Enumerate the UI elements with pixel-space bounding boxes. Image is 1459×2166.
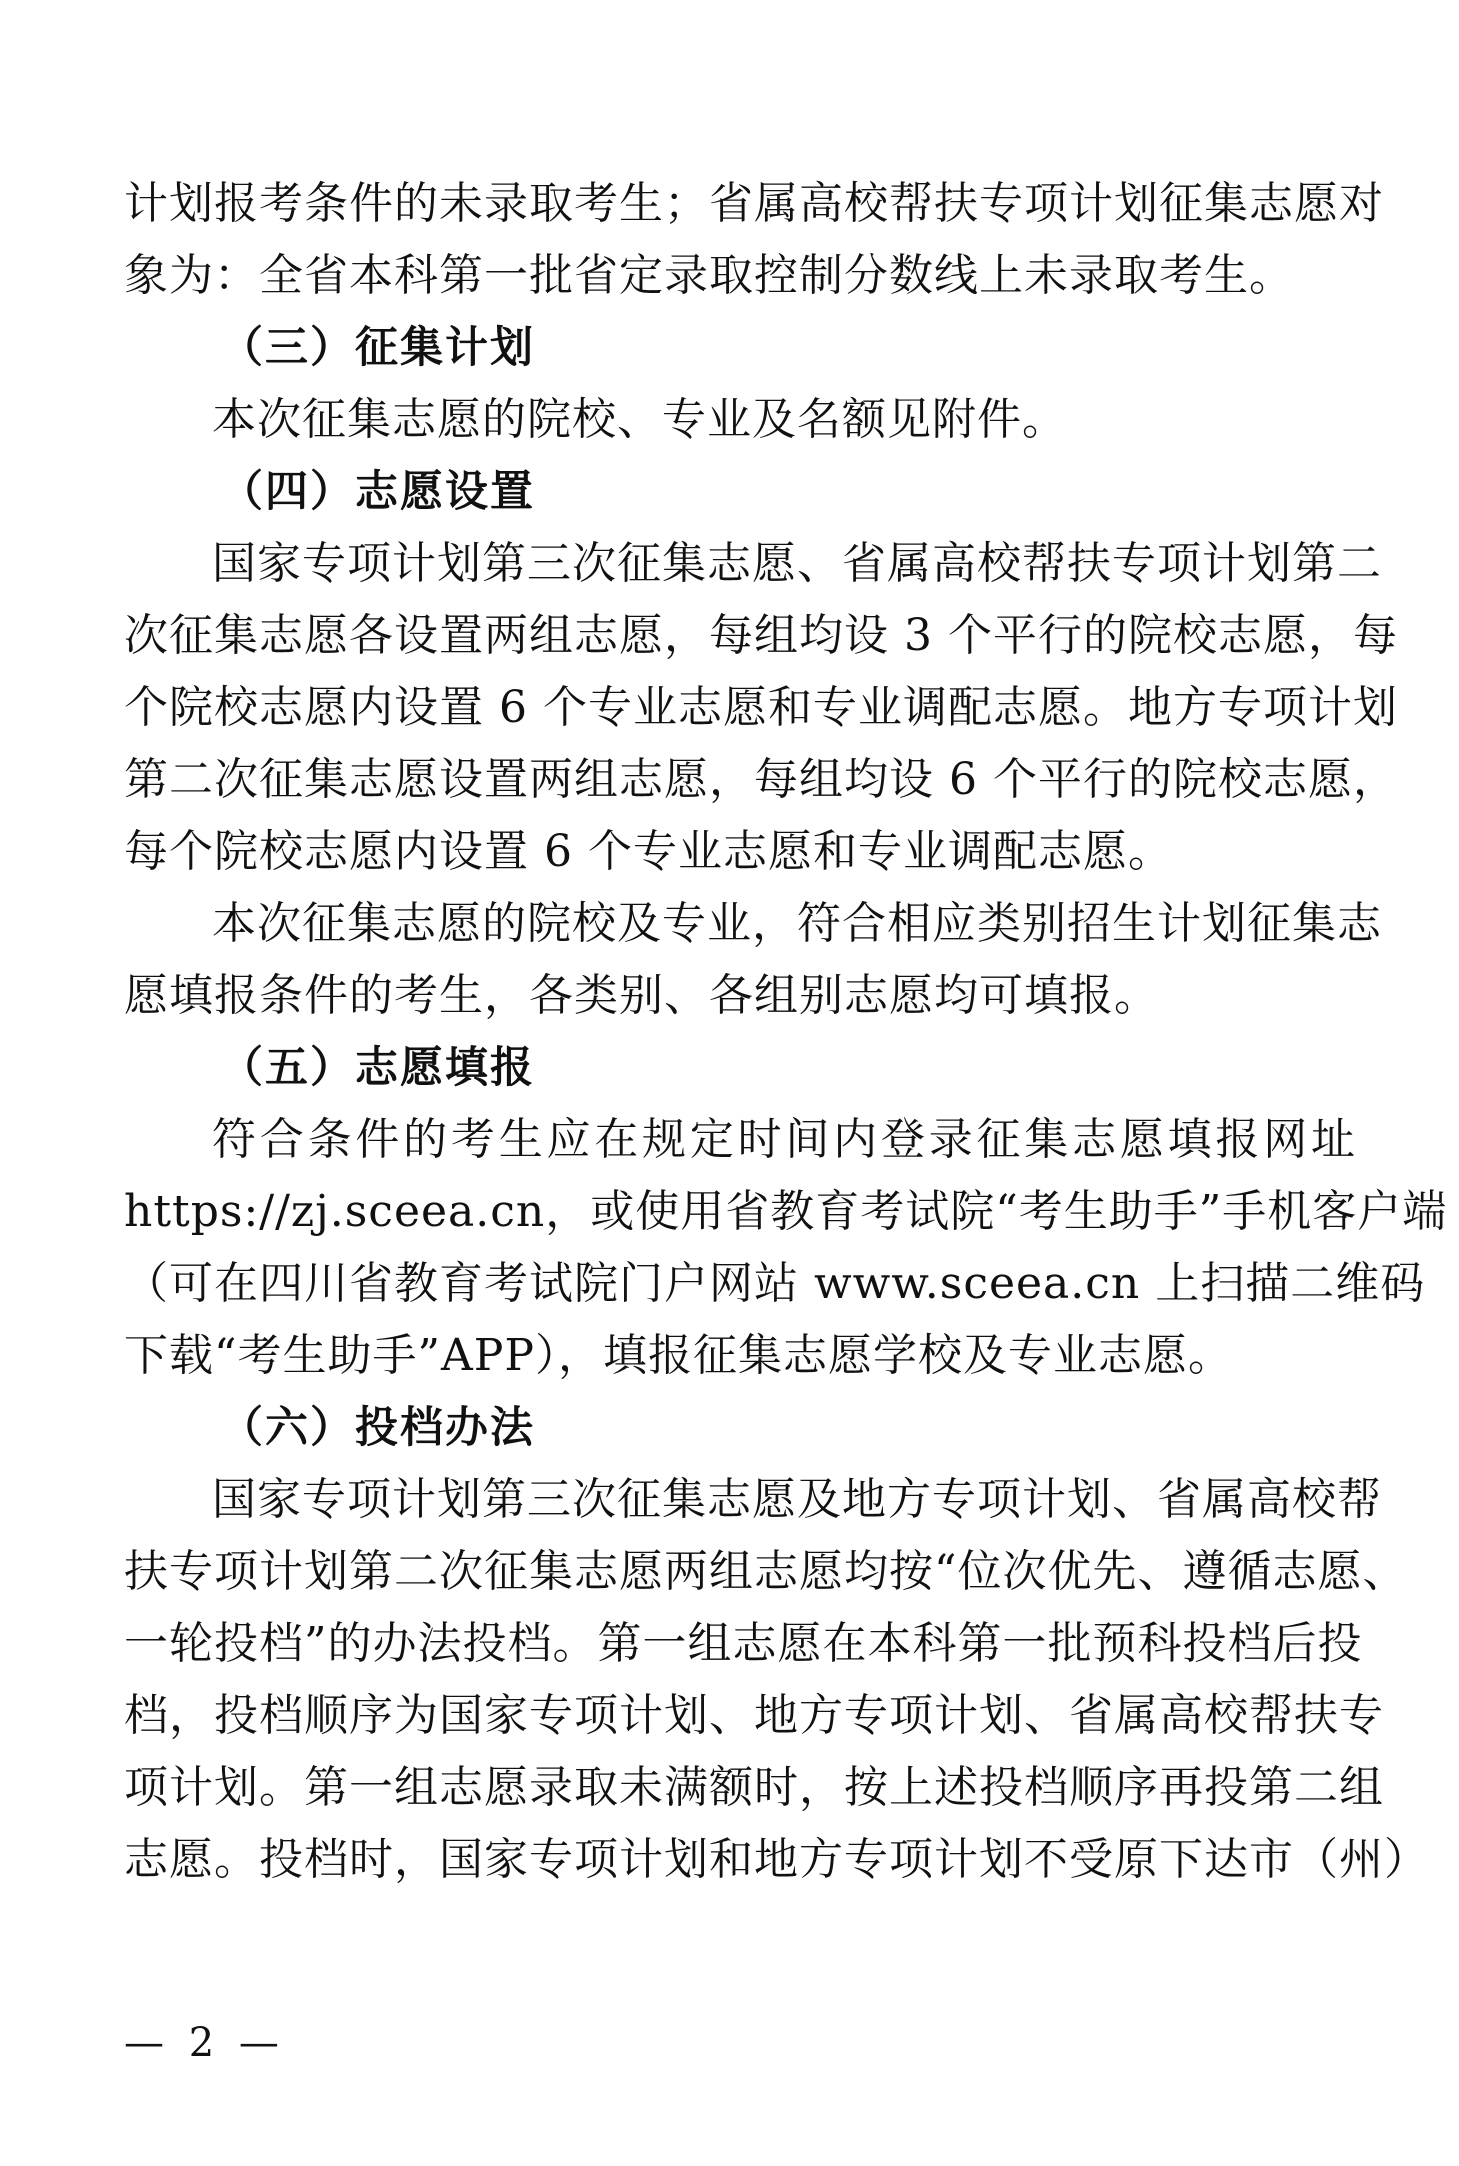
paragraph-line: 第二次征集志愿设置两组志愿，每组均设 6 个平行的院校志愿， xyxy=(124,754,1398,805)
paragraph-line: 每个院校志愿内设置 6 个专业志愿和专业调配志愿。 xyxy=(124,826,1173,877)
section-heading: （四）志愿设置 xyxy=(220,467,535,517)
paragraph-line: 本次征集志愿的院校、专业及名额见附件。 xyxy=(212,394,1067,445)
paragraph-line: 个院校志愿内设置 6 个专业志愿和专业调配志愿。地方专项计划 xyxy=(124,682,1398,733)
paragraph-line: 一轮投档”的办法投档。第一组志愿在本科第一批预科投档后投 xyxy=(124,1618,1363,1669)
page-number: — 2 — xyxy=(124,2020,285,2066)
document-body xyxy=(124,168,1448,1896)
paragraph-line: （可在四川省教育考试院门户网站 www.sceea.cn 上扫描二维码 xyxy=(124,1258,1426,1309)
paragraph-line: 下载“考生助手”APP），填报征集志愿学校及专业志愿。 xyxy=(124,1330,1233,1381)
section-heading: （六）投档办法 xyxy=(220,1403,535,1453)
paragraph-line: 档，投档顺序为国家专项计划、地方专项计划、省属高校帮扶专 xyxy=(124,1690,1384,1741)
paragraph-line: 次征集志愿各设置两组志愿，每组均设 3 个平行的院校志愿，每 xyxy=(124,610,1398,661)
paragraph-line: 国家专项计划第三次征集志愿及地方专项计划、省属高校帮 xyxy=(212,1474,1382,1525)
paragraph-line: 扶专项计划第二次征集志愿两组志愿均按“位次优先、遵循志愿、 xyxy=(124,1546,1408,1597)
paragraph-line: 计划报考条件的未录取考生；省属高校帮扶专项计划征集志愿对 xyxy=(124,178,1384,229)
paragraph-line: 志愿。投档时，国家专项计划和地方专项计划不受原下达市（州） xyxy=(124,1834,1429,1885)
paragraph-line: 国家专项计划第三次征集志愿、省属高校帮扶专项计划第二 xyxy=(212,538,1382,589)
paragraph-line: 愿填报条件的考生，各类别、各组别志愿均可填报。 xyxy=(124,970,1159,1021)
paragraph-line: 本次征集志愿的院校及专业，符合相应类别招生计划征集志 xyxy=(212,898,1382,949)
paragraph-line: 项计划。第一组志愿录取未满额时，按上述投档顺序再投第二组 xyxy=(124,1762,1384,1813)
paragraph-line: 符合条件的考生应在规定时间内登录征集志愿填报网址 xyxy=(212,1114,1356,1165)
section-heading: （三）征集计划 xyxy=(220,323,535,373)
section-heading: （五）志愿填报 xyxy=(220,1043,535,1093)
paragraph-line: https://zj.sceea.cn，或使用省教育考试院“考生助手”手机客户端 xyxy=(124,1186,1448,1237)
paragraph-line: 象为：全省本科第一批省定录取控制分数线上未录取考生。 xyxy=(124,250,1294,301)
